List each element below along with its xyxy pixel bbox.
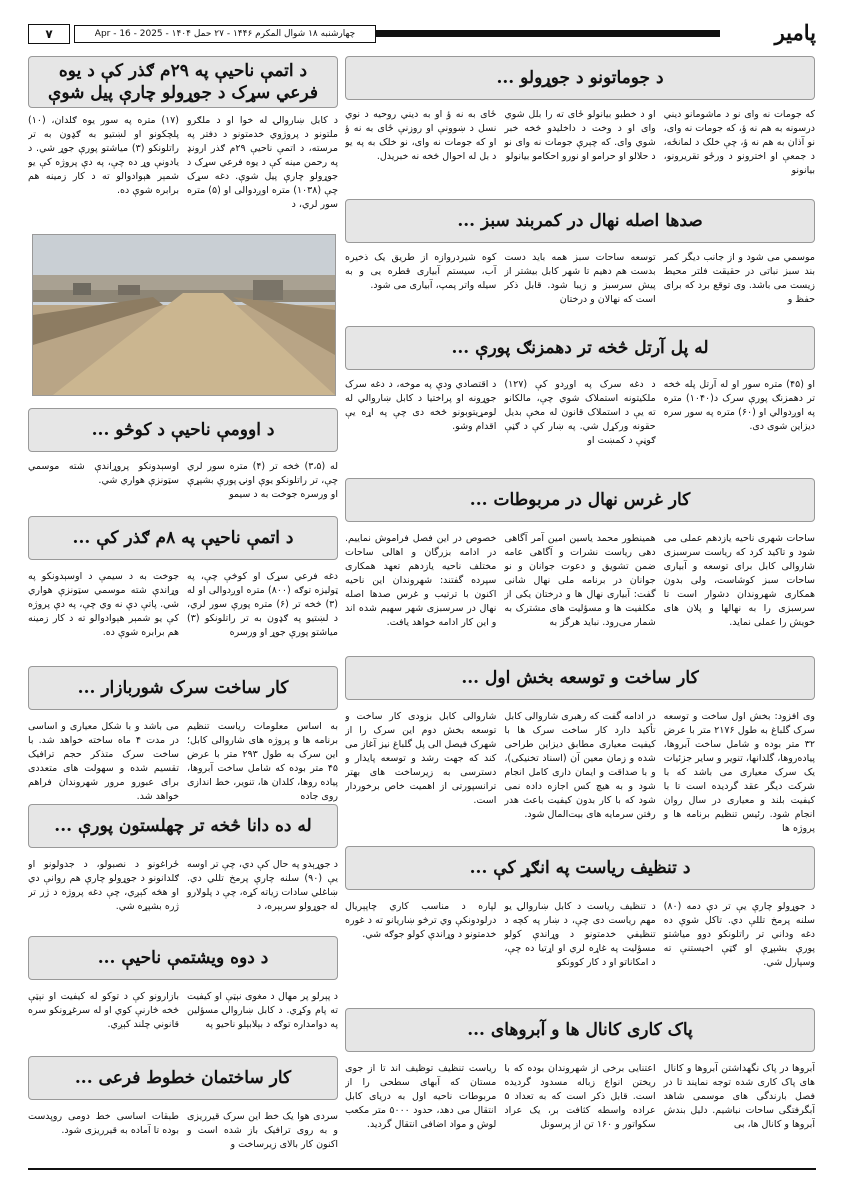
article-body: د کابل ښاروالۍ له خوا او د ملګرو ملتونو د پروژوي خدمتونو د دفتر په مرسته، د اتمې ناحیې ۲۹م ګذر ارونډ په رحمن مینه کې د یوه فرعي سړک د جوړولو چارې پیل شوې. دغه سړک چې (۱۰۳۸) متره اوږدوالی او (۵) متره سور لري، د (۱۷) متره په سور یوه ګلدان، (۱۰) پلچکونو او لښتیو به ګډون به تر راتلونکو (۳) میاشتو پورې جوړ شي. د یادونې وړ ده چې، په دې پروژه کې یو شمېر هېوادوالو ته د کار زمینه هم برابره شوې ده. bbox=[28, 115, 338, 210]
article-title: د تنظیف ریاست په انګړ کې ... bbox=[345, 846, 815, 890]
article-title: د جوماتونو د جوړولو ... bbox=[345, 56, 815, 100]
article-body: د جوړولو چارې یې تر دې دمه (۸۰) سلنه پرمخ تللې دي. تاکل شوې ده دغه وداني تر راتلونکو دوو میاشتو پورې بشپړې او ګټې اخیستنې ته وسپارل شي. د تنظیف ریاست د کابل ښاروالۍ یو مهم ریاست دی چې، د ښار په کچه د تنظیفي خدمتونو د وړاندې کولو مسؤلیت په غاړه لري او اړتیا ده چې، د امکاناتو او د کار کوونکو لپاره د مناسب کاري چاپېریال درلودونکې وي ترڅو ښاریانو ته د غوره خدمتونو د وړاندې کولو جوګه شي. bbox=[345, 901, 815, 968]
left-column bbox=[28, 56, 338, 1166]
article-chehelsetoon bbox=[28, 804, 338, 934]
article-title: کار ساخت سرک شوربازار ... bbox=[28, 666, 338, 710]
article-body: له (۳،۵) څخه تر (۴) متره سور لري چې، تر راتلونکو یوې اونۍ پورې بشپړې او ورسره جوخت به د سیمو اوسېدونکو پروړاندې شته موسمي سټونزې هواري شي. bbox=[28, 461, 338, 500]
article-artel-bridge bbox=[345, 326, 815, 471]
article-title: د اتمې ناحیې په ۲۹م ګذر کې د یوه فرعي سړک د جوړولو چارې پیل شوې bbox=[28, 56, 338, 108]
article-title: د اوومې ناحیې د کوڅو ... bbox=[28, 408, 338, 452]
article-body: وی افزود: بخش اول ساخت و توسعه سرک گلباغ به طول ۲۱۷۶ متر با عرض ۳۲ متر بوده و شامل ساخت آبروها، پیاده‌روها، گلدانها، تنویر و سایر جزئیات یک سرک معیاری می باشد که با شرکت دیگر عقد گردیده است تا با کیفیت بلند و معیاری در سال روان انجام شود. رئیس تنظیم برنامه ها و پروژه ها در ادامه گفت که رهبری شاروالی کابل تأکید دارد کار ساخت سرک ها با کیفیت معیاری مطابق دیزاین طراحی شده و زمان معین آن (اسناد تخنیکی)، و با صداقت و ایمان داری کامل انجام شود و به هیچ کس اجازه داده نمی شود که با کار بدون کیفیت باعث هدر رفتن سرمایه های بیت‌المال شود. شاروالی کابل بزودی کار ساخت و توسعه بخش دوم این سرک را از شهرک فیصل الی پل گلباغ نیز آغاز می کند که جهت رشد و توسعه پایدار و دسترسی به زیرساخت های بهتر ترانسپورتی از اهمیت خاص برخوردار است. bbox=[345, 711, 815, 834]
page-header bbox=[28, 20, 816, 46]
article-title: د دوه ویشتمې ناحیې ... bbox=[28, 936, 338, 980]
article-title: پاک کاری کانال ها و آبروهای ... bbox=[345, 1008, 815, 1052]
article-title: د اتمې ناحیې په ۸م ګذر کې ... bbox=[28, 516, 338, 560]
article-canals bbox=[345, 1008, 815, 1168]
article-mosques bbox=[345, 56, 815, 196]
article-body: د جوړېدو په حال کې دي، چې تر اوسه یې (۹۰) سلنه چارې پرمخ تللي دي. ښاغلي سادات زیاته کړه، چې د پلولارو له جوړولو سربېره، د ځراغونو د نصبولو، د جدولونو او ګلدانونو د جوړولو چارې هم روانې دي او هڅه کېږي، چې دغه پروژه د ژر تر ژره بشپړه شي. bbox=[28, 859, 338, 912]
article-title: له ده دانا څخه تر چهلستون پورې ... bbox=[28, 804, 338, 848]
masthead: پامیر bbox=[774, 20, 816, 45]
article-body: او (۴۵) متره سور او له آرتل پله څخه تر دهمزنګ پورې سرک د(۱۰۴۰) متره په اوږدوالي او (۶۰) متره په سور سره دیزاین شوی دی. د دغه سرک په اوږدو کې (۱۲۷) ملکیتونه استملاک شوي چې، مالکانو ته یې د استملاک قانون له مخې بدیل حقونه ورکړل شي. په ښار کې د ګڼې ګوڼې د کمښت او د اقتصادي ودې په موخه، د دغه سرک جوړونه او پراختیا د کابل ښاروالي له لومړیتوبونو څخه دی چې په اړه یې اقدام وشو. bbox=[345, 379, 815, 446]
article-shorbazar bbox=[28, 666, 338, 804]
article-body: که جومات نه وای نو د ماشومانو دیني درسونه به هم نه ؤ، که جومات نه وای، نو آذان به هم نه ؤ، چې خلک د لمانځه، د جمعې او اخترونو د ورځو تقریرونو، بیانونو او د خطبو بیانولو ځای ته را بلل شوي وای او د وخت د داخلیدو څخه خبر شوي وای. که چېرې جومات نه وای نو د حلالو او حرامو او نورو احکامو بیانولو ځای به نه ؤ او به دیني روحیه د نوي نسل د ښوونې او روزنې ځای به نه ؤ او که جومات نه وای، نو خلک به په یو د بل له احوال څخه نه خبریدل. bbox=[345, 109, 815, 176]
article-body: موسمي می شود و از جانب دیگر کمر بند سبز نباتی در حقیقت فلتر محیط زیست می باشد. وی توقع برد که برای حفظ و توسعه ساحات سبز همه باید دست بدست هم دهیم تا شهر کابل بیشتر از پیش سرسبز و زیبا شود. قابل ذکر است که نهالان و درختان کوه شیردروازه از طریق یک ذخیره آب، سیستم آبیاری قطره یی و به سیله واتر پمپ، آبیاری می شود. bbox=[345, 252, 815, 305]
article-body: ساحات شهری ناحیه یازدهم عملی می شود و تاکید کرد که ریاست سرسبزی شاروالی کابل برای توسعه و آبیاری ساحات سبز کوشاست، ولی بدون همکاری شهروندان دشوار است تا سرسبزی را به نهالها و پلان های خویش را عملی نماید. همینطور محمد یاسین امین آمر آگاهی دهی ریاست نشرات و آگاهی عامه ضمن تشویق و دعوت جوانان و نو جوانان در برنامه ملی نهال شانی گفت: آبیاری نهال ها و درختان یکی از مکلفیت ها و مسؤلیت های مشترک به شمار می‌رود. نباید هرگز به خصوص در این فصل فراموش نماییم. در ادامه بزرگان و اهالی ساحات مختلف ناحیه یازدهم تعهد همکاری سپرده گفتند: شهروندان این ناحیه اکنون با ترتیب و غرس صدها اصله نهال در سرسبزی شهر سهیم شده اند و این کار ادامه خواهد یافت. bbox=[345, 533, 815, 628]
article-title: کار ساخت و توسعه بخش اول ... bbox=[345, 656, 815, 700]
article-body: د پېرلو پر مهال د مغوی نېټې او کیفیت ته پام وکړي. د کابل ښاروالۍ مسؤلین په دوامداره توګه د بېلابېلو ناحیو په بازارونو کې د توکو له کیفیت او نېټې څخه څارنې کوي او له سرغړونکو سره قانوني چلند کېږي. bbox=[28, 991, 338, 1030]
article-title: کار غرس نهال در مربوطات ... bbox=[345, 478, 815, 522]
article-body: سردی هوا یک خط این سرک قیرریزی و به روی ترافیک باز شده است و اکنون کار بالای زیرساخت و طبقات اساسی خط دومی روپدست بوده تا آماده به قیرریزی شود. bbox=[28, 1111, 338, 1150]
road-construction-photo bbox=[32, 234, 336, 396]
article-body: دغه فرعي سړک او کوڅې چې، په ټولیزه توګه (۸۰۰) متره اوږدوالی او له (۳) څخه تر (۶) متره پورې سور لري، د لښتیو په ګډون به تر راتلونکو (۳) میاشتو پورې جوړ او ورسره جوخت به د سیمې د اوسېدونکو په وړاندې شته موسمي سټونزې هواري شي. پاتې دې نه وي چې، په دې پروژه کې یو شمېر هېوادوالو ته د کار زمینه هم برابره شوې ده. bbox=[28, 571, 338, 638]
article-planting bbox=[345, 478, 815, 658]
article-green-belt bbox=[345, 199, 815, 329]
footer-rule bbox=[28, 1168, 816, 1170]
article-construction bbox=[345, 656, 815, 876]
right-column bbox=[345, 56, 815, 1166]
article-district8 bbox=[28, 516, 338, 666]
article-road-29 bbox=[28, 56, 338, 401]
article-district22 bbox=[28, 936, 338, 1056]
article-title: له پل آرتل څخه تر دهمزنګ پورې ... bbox=[345, 326, 815, 370]
date-line: چهارشنبه ۱۸ شوال المکرم ۱۴۴۶ - ۲۷ حمل ۱۴۰۴ - Apr - 16 - 2025 bbox=[74, 25, 376, 43]
article-cleaning-yard bbox=[345, 846, 815, 1006]
article-district7 bbox=[28, 408, 338, 520]
article-title: صدها اصله نهال در کمربند سبز ... bbox=[345, 199, 815, 243]
article-body: به اساس معلومات ریاست تنظیم برنامه ها و پروژه های شاروالی کابل؛ این سرک به طول ۲۹۳ متر با عرض ۴۵ متر بوده که شامل ساخت آبروها، پیاده روها، کلدان ها، تنویر، خط اندازی روی جاده می باشد و با شکل معیاری و اساسی در مدت ۴ ماه ساخته خواهد شد. با ساخت سرک متذکر حجم ترافیک تقسیم شده و سهولت های متعددی برای عبورو مرور شهروندان فراهم خواهد شد. bbox=[28, 721, 338, 802]
road-photo-svg bbox=[33, 235, 335, 395]
article-title: کار ساختمان خطوط فرعی ... bbox=[28, 1056, 338, 1100]
article-body: آبروها در پاک نگهداشتن آبروها و کانال های پاک کاری شده توجه نمایند تا در فصل بارندگی های موسمی شاهد آبگرفتگی ساحات نباشیم. دلیل بندش آبروها و کانال ها، بی اعتنایی برخی از شهروندان بوده که با ریختن انواع زباله مسدود گردیده است. قابل ذکر است که به تعداد ۵ عراده واسطه کثافت بر، یک عراد سکواتور و ۱۶۰ تن از پرسونل ریاست تنظیف توظیف اند تا از جوی مستان که آبهای سطحی را از مربوطات ناحیه اول به دریای کابل انتقال می دهد، حدود ۵۰۰۰ متر مکعب لوش و مواد اضافی انتقال گردید. bbox=[345, 1063, 815, 1130]
article-secondary-lines bbox=[28, 1056, 338, 1166]
page-number: ۷ bbox=[28, 24, 70, 44]
